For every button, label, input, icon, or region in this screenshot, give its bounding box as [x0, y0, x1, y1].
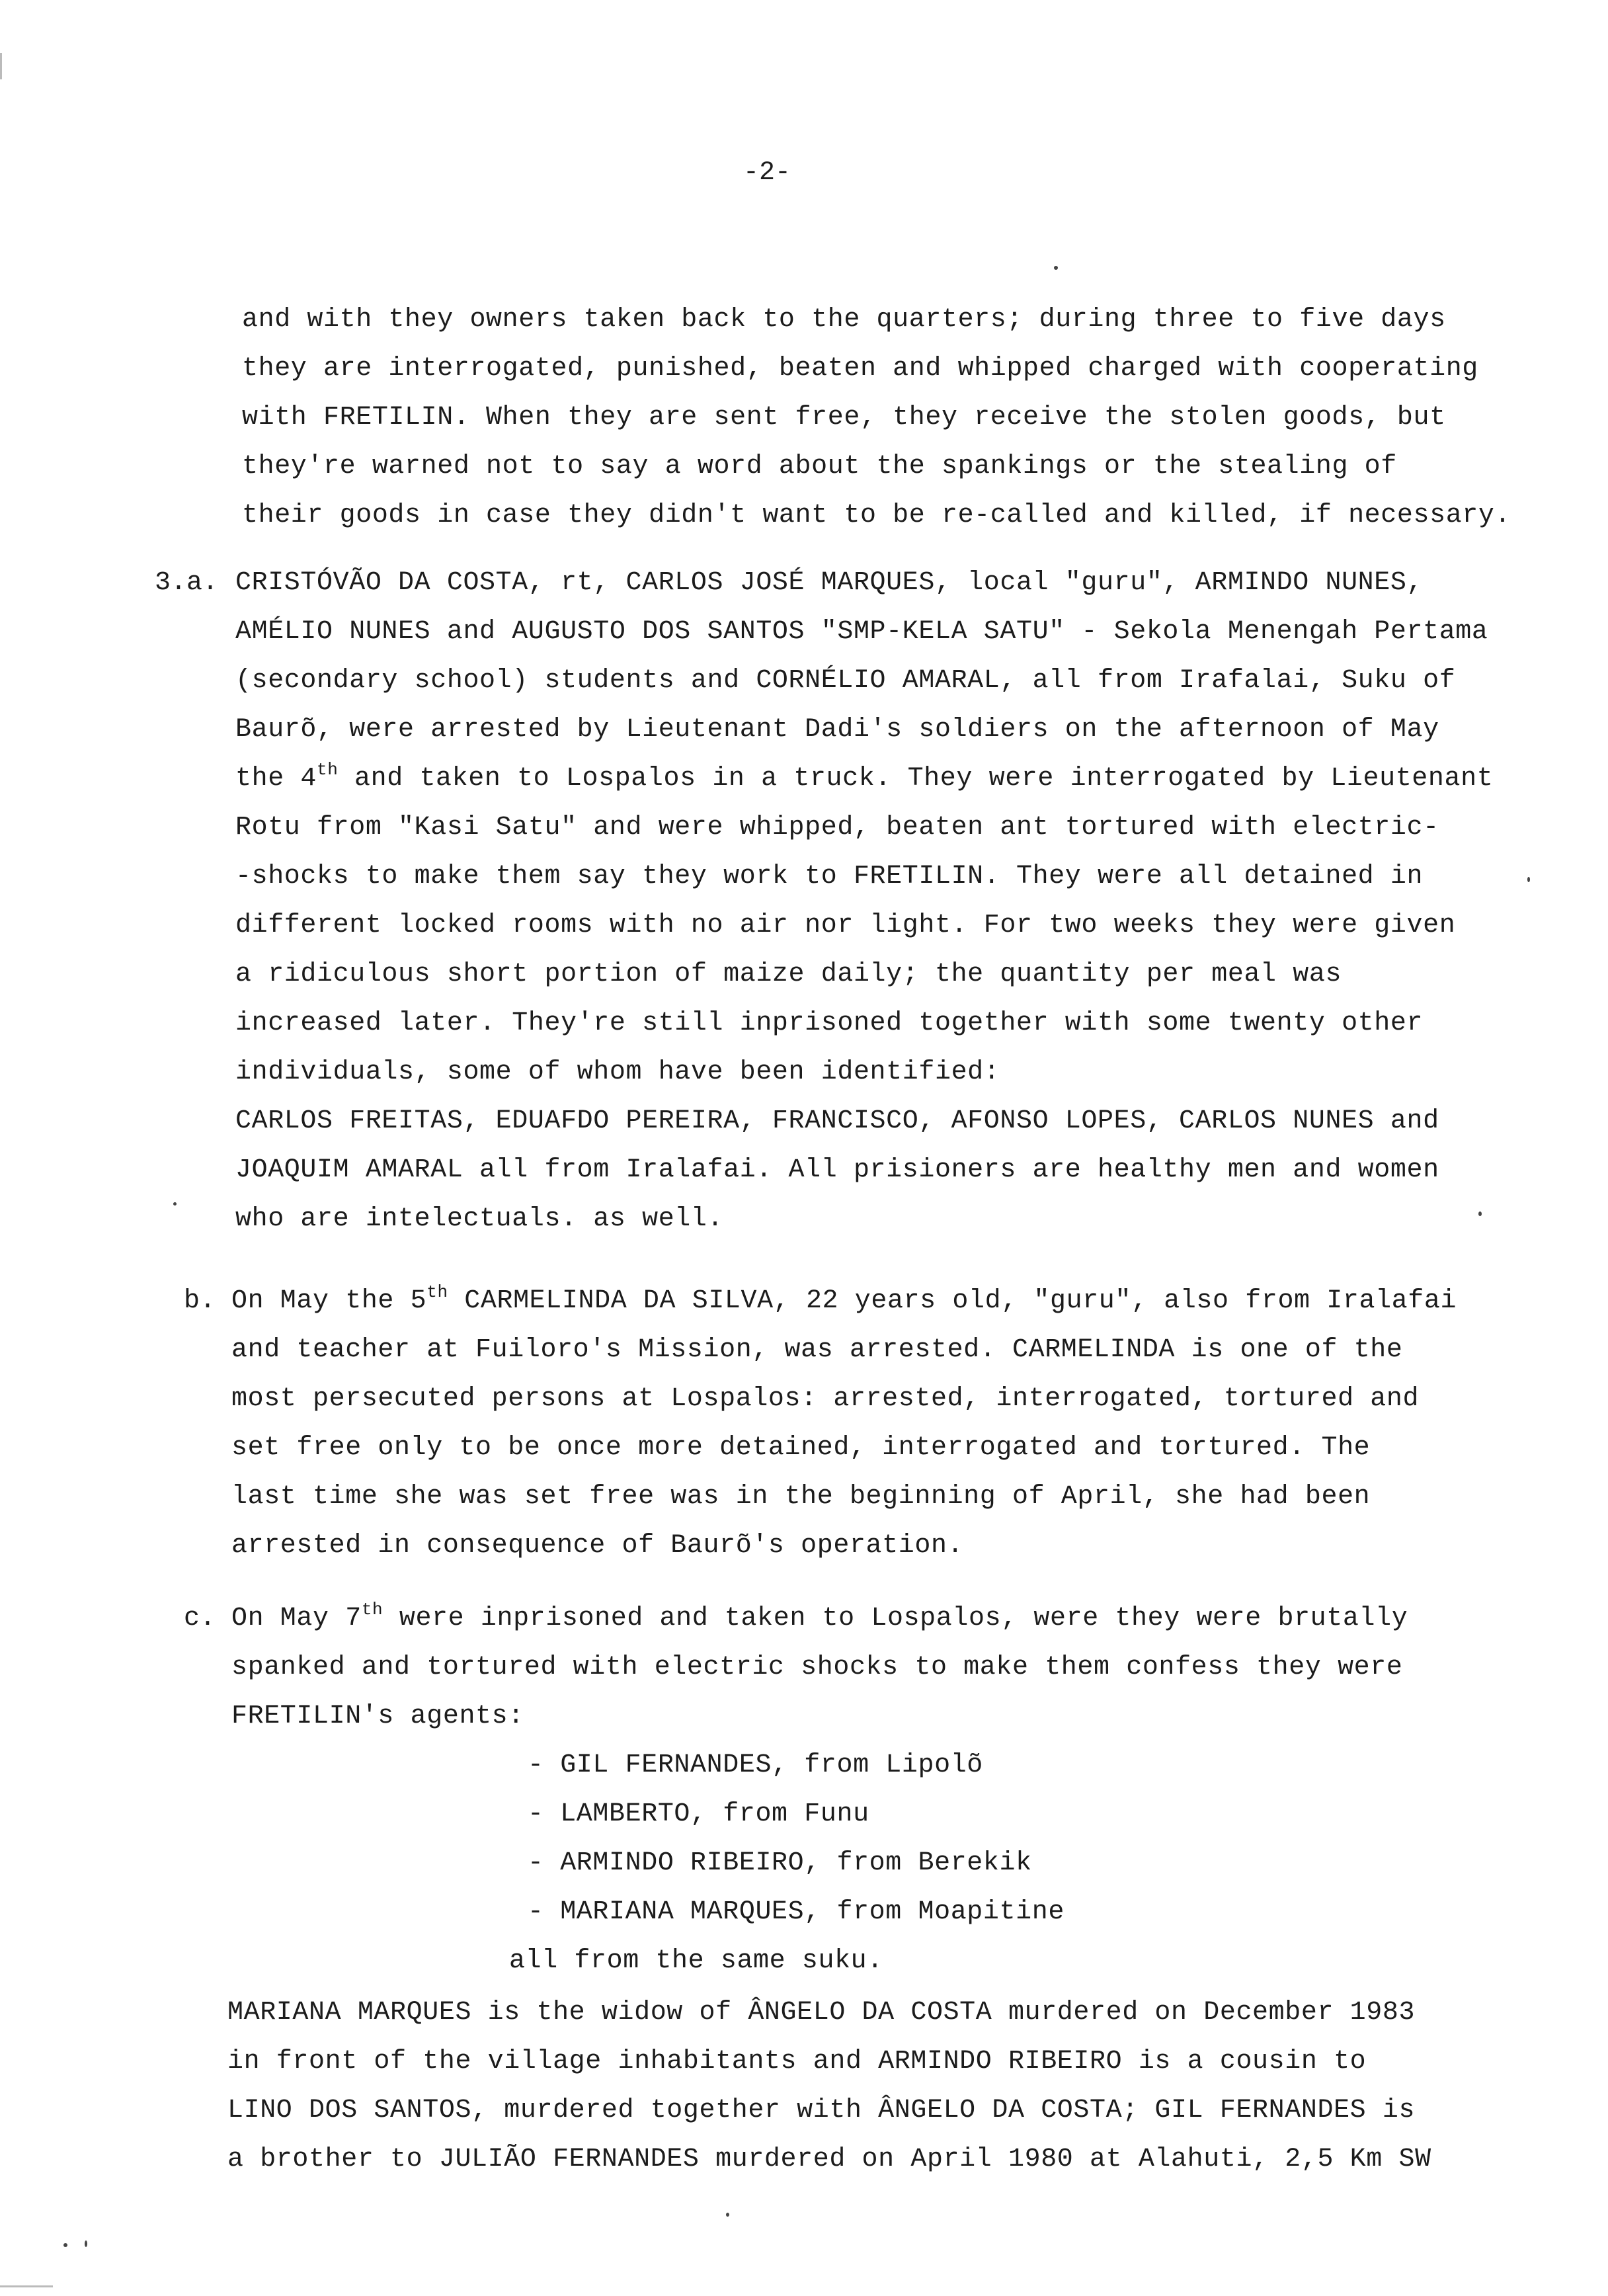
para-a-line: individuals, some of whom have been identified: [235, 1057, 1000, 1087]
para-a-line: increased later. They're still inprisoned together with some twenty other [235, 1008, 1424, 1038]
scan-speck [63, 2243, 67, 2247]
list-item: - LAMBERTO, from Funu [528, 1799, 869, 1829]
closing-line: LINO DOS SANTOS, murdered together with ÂNGELO DA COSTA; GIL FERNANDES is [227, 2096, 1416, 2125]
intro-line: and with they owners taken back to the quarters; during three to five days [242, 305, 1446, 335]
para-c-line: FRETILIN's agents: [231, 1702, 524, 1731]
para-a-line: CRISTÓVÃO DA COSTA, rt, CARLOS JOSÉ MARQUES, local "guru", ARMINDO NUNES, [235, 568, 1424, 598]
closing-line: a brother to JULIÃO FERNANDES murdered on April 1980 at Alahuti, 2,5 Km SW [227, 2145, 1431, 2174]
page-number: -2- [743, 158, 791, 188]
superscript: th [361, 1600, 383, 1620]
intro-line: their goods in case they didn't want to be re-called and killed, if necessary. [242, 501, 1511, 530]
intro-line: they're warned not to say a word about the spankings or the stealing of [242, 452, 1397, 481]
section-label: 3.a. [155, 568, 219, 598]
superscript: th [426, 1282, 448, 1302]
para-b-line: On May the 5th CARMELINDA DA SILVA, 22 years old, "guru", also from Iralafai [231, 1282, 1457, 1316]
para-b-line: arrested in consequence of Baurõ's operation. [231, 1531, 964, 1561]
scan-speck [173, 1202, 177, 1206]
para-a-line: a ridiculous short portion of maize daily; the quantity per meal was [235, 960, 1342, 989]
list-tail: all from the same suku. [509, 1946, 883, 1976]
para-b-line: most persecuted persons at Lospalos: arrested, interrogated, tortured and [231, 1384, 1420, 1414]
list-item: - MARIANA MARQUES, from Moapitine [528, 1897, 1065, 1927]
para-a-line: -shocks to make them say they work to FRETILIN. They were all detained in [235, 862, 1424, 891]
para-a-line: different locked rooms with no air nor light. For two weeks they were given [235, 911, 1456, 940]
para-c-line: spanked and tortured with electric shocks to make them confess they were [231, 1653, 1403, 1682]
para-b-line: and teacher at Fuiloro's Mission, was arrested. CARMELINDA is one of the [231, 1335, 1403, 1365]
para-a-line: JOAQUIM AMARAL all from Iralafai. All prisioners are healthy men and women [235, 1155, 1439, 1185]
list-item: - GIL FERNANDES, from Lipolõ [528, 1750, 983, 1780]
para-a-line: AMÉLIO NUNES and AUGUSTO DOS SANTOS "SMP-KELA SATU" - Sekola Menengah Pertama [235, 617, 1488, 647]
superscript: th [317, 760, 339, 780]
item-b-label: b. [184, 1286, 216, 1316]
item-c-label: c. [184, 1604, 216, 1633]
para-b-line: set free only to be once more detained, interrogated and tortured. The [231, 1433, 1371, 1463]
para-a-line: the 4th and taken to Lospalos in a truck. They were interrogated by Lieutenant [235, 760, 1494, 794]
scan-speck [726, 2213, 729, 2217]
closing-line: MARIANA MARQUES is the widow of ÂNGELO DA COSTA murdered on December 1983 [227, 1998, 1416, 2028]
scan-speck [1054, 266, 1058, 270]
scan-speck [1527, 877, 1530, 882]
para-a-line: who are intelectuals. as well. [235, 1204, 724, 1234]
para-b-line: last time she was set free was in the beginning of April, she had been [231, 1482, 1371, 1512]
intro-line: with FRETILIN. When they are sent free, they receive the stolen goods, but [242, 403, 1446, 432]
para-a-line: Baurõ, were arrested by Lieutenant Dadi's soldiers on the afternoon of May [235, 715, 1439, 745]
scan-speck [85, 2240, 87, 2247]
intro-line: they are interrogated, punished, beaten and whipped charged with cooperating [242, 354, 1478, 384]
list-item: - ARMINDO RIBEIRO, from Berekik [528, 1848, 1032, 1878]
para-a-line: CARLOS FREITAS, EDUAFDO PEREIRA, FRANCISCO, AFONSO LOPES, CARLOS NUNES and [235, 1106, 1439, 1136]
scan-edge [0, 2285, 53, 2287]
scan-edge [0, 53, 2, 79]
para-c-line: On May 7th were inprisoned and taken to Lospalos, were they were brutally [231, 1600, 1408, 1633]
para-a-line: (secondary school) students and CORNÉLIO AMARAL, all from Irafalai, Suku of [235, 666, 1456, 696]
para-a-line: Rotu from "Kasi Satu" and were whipped, beaten ant tortured with electric- [235, 813, 1439, 842]
closing-line: in front of the village inhabitants and ARMINDO RIBEIRO is a cousin to [227, 2047, 1367, 2076]
scan-speck [1478, 1211, 1482, 1216]
